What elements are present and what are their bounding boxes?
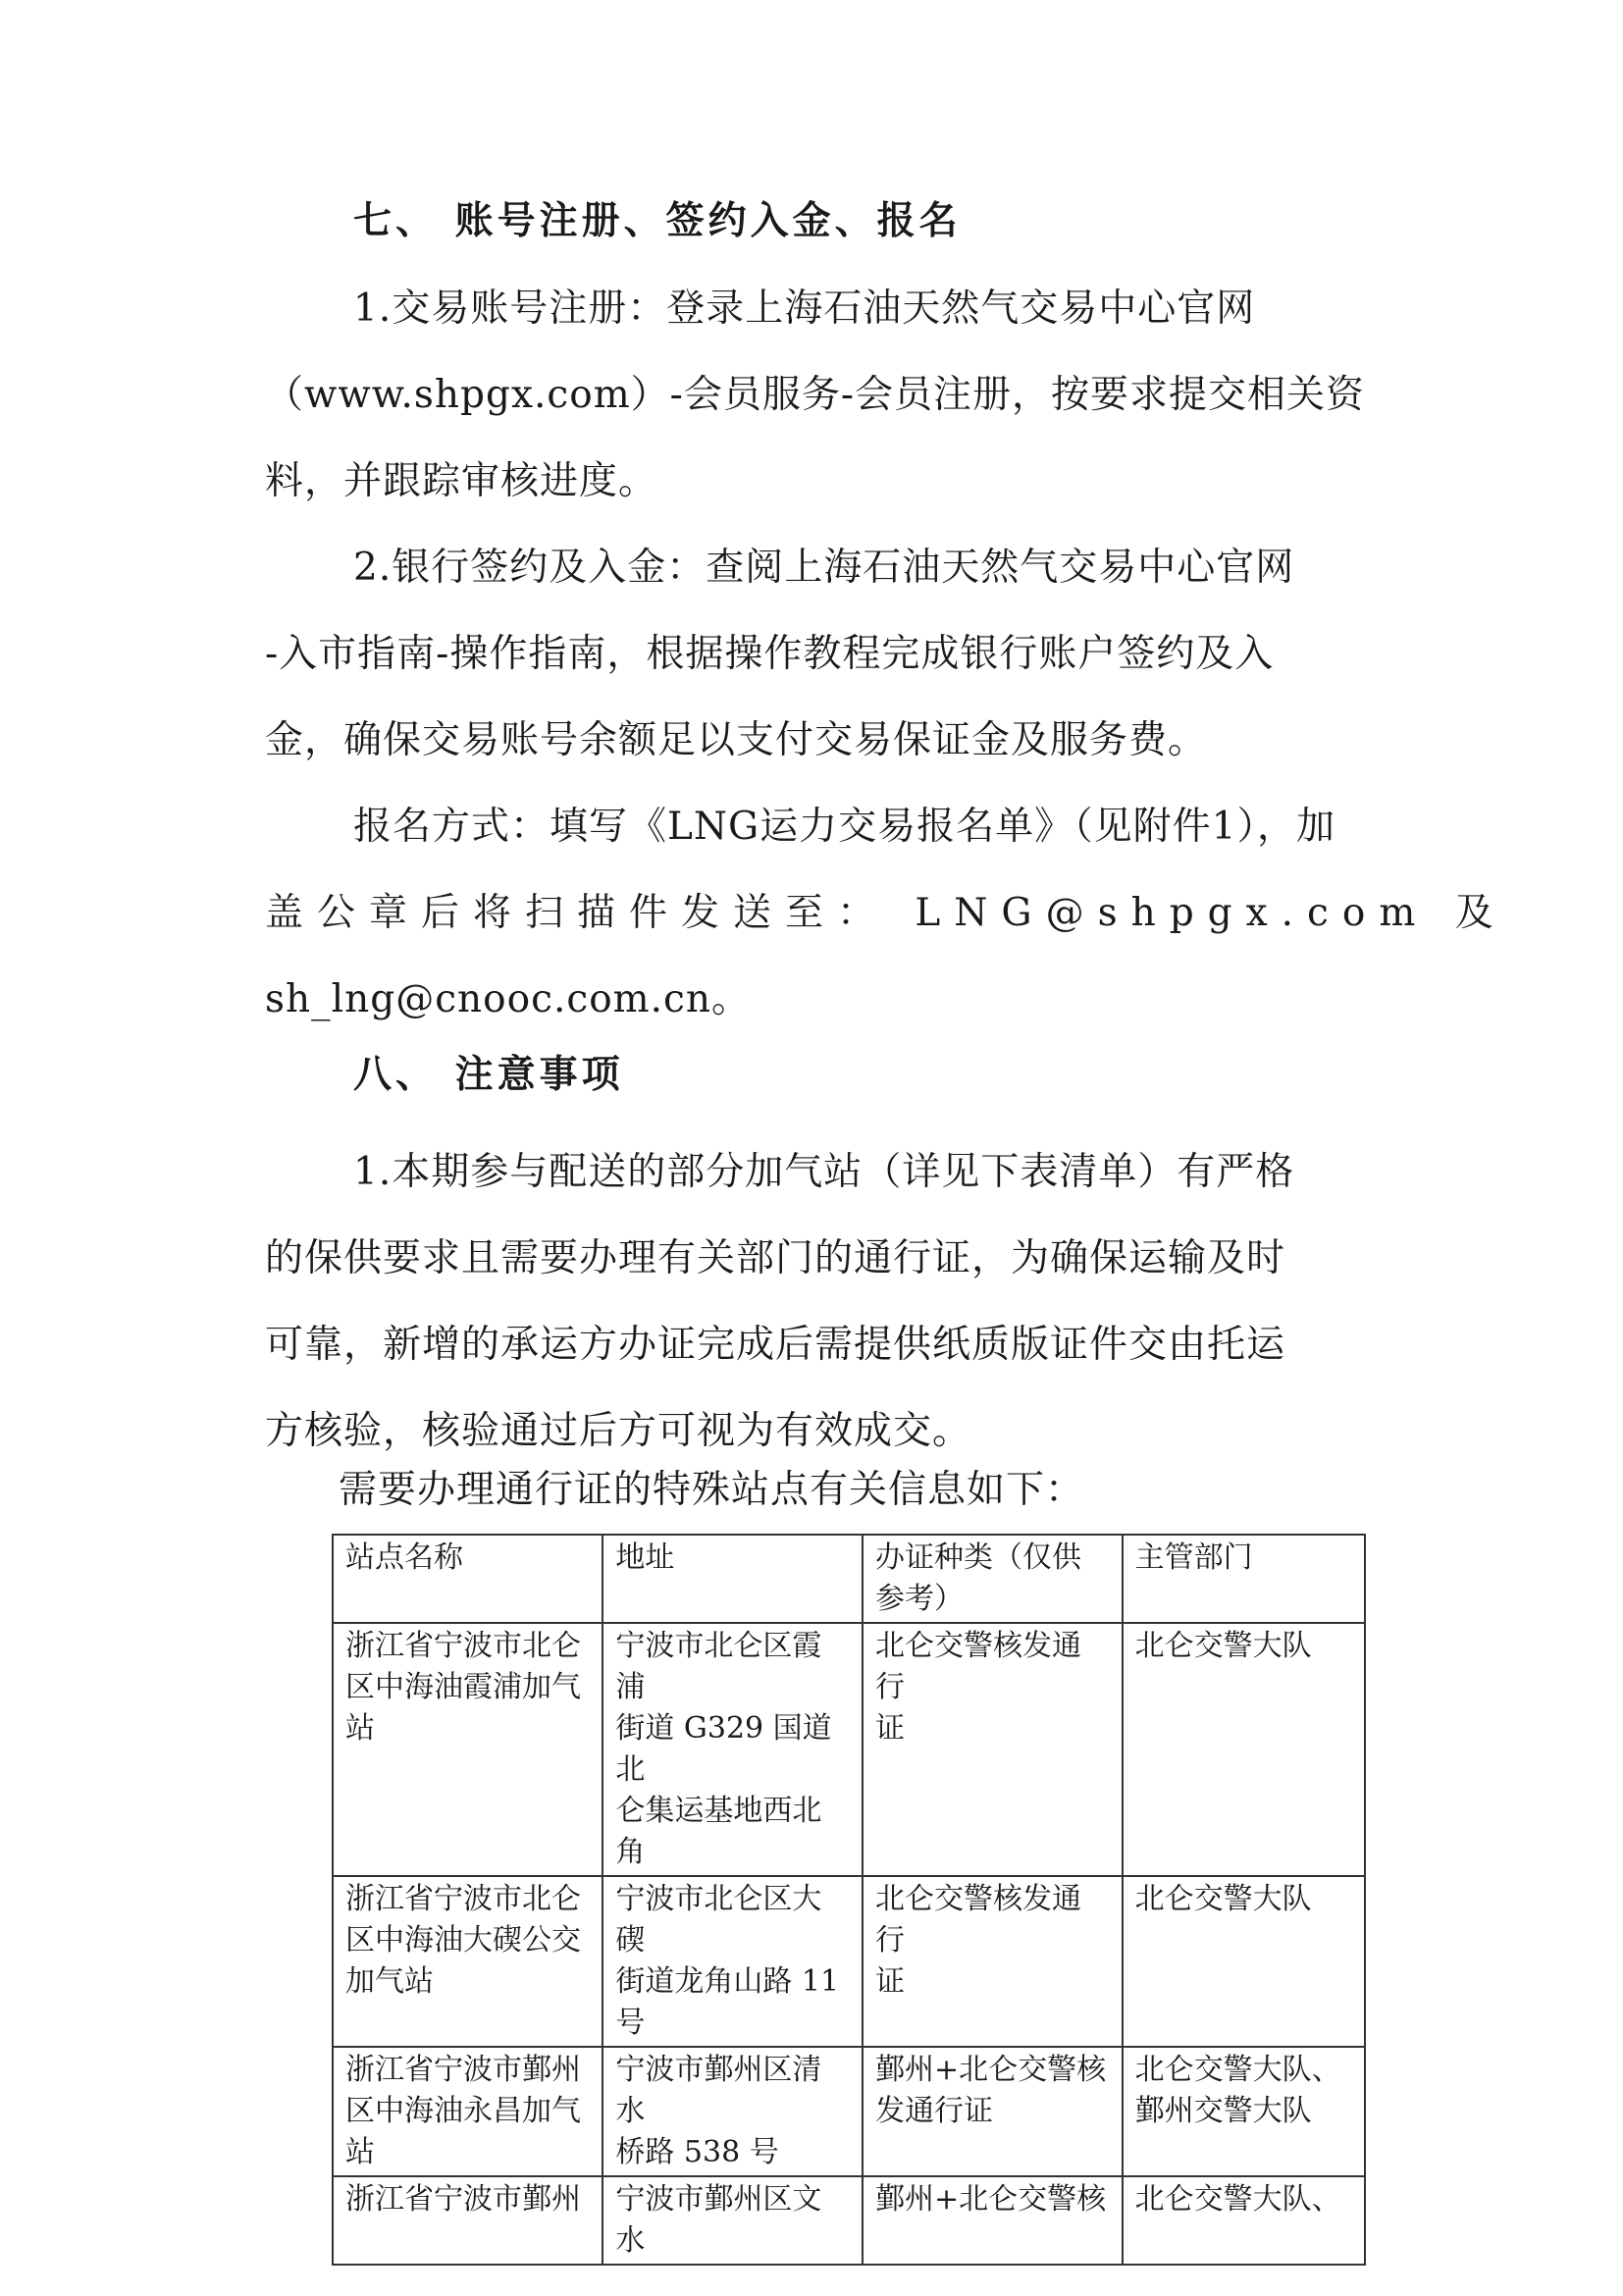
section-8-heading: 八、 注意事项 — [353, 1052, 624, 1097]
special-stations-table — [332, 1534, 1366, 2266]
header-permit-type: 办证种类（仅供 参考） — [863, 1535, 1123, 1623]
table-row — [333, 2176, 1365, 2265]
section-7-p2-line-1: 2.银行签约及入金：查阅上海石油天然气交易中心官网 — [353, 546, 1295, 590]
section-7-p3-line-1: 报名方式：填写《LNG运力交易报名单》（见附件1），加 — [353, 805, 1335, 849]
cell-address: 宁波市鄞州区清水 桥路 538 号 — [602, 2047, 863, 2176]
cell-permit-type: 北仑交警核发通行 证 — [863, 1623, 1123, 1876]
table-header-row — [333, 1535, 1365, 1623]
section-8-p1-line-1: 1.本期参与配送的部分加气站（详见下表清单）有严格 — [353, 1150, 1295, 1194]
table-row — [333, 2047, 1365, 2176]
cell-department: 北仑交警大队 — [1123, 1623, 1365, 1876]
cell-department: 北仑交警大队 — [1123, 1876, 1365, 2047]
section-8-p1-line-4: 方核验，核验通过后方可视为有效成交。 — [265, 1409, 972, 1453]
section-7-p1-line-2: （www.shpgx.com）-会员服务-会员注册，按要求提交相关资 — [265, 373, 1366, 417]
header-station-name: 站点名称 — [333, 1535, 602, 1623]
section-8-p1-line-2: 的保供要求且需要办理有关部门的通行证，为确保运输及时 — [265, 1236, 1286, 1280]
cell-address: 宁波市鄞州区文水 — [602, 2176, 863, 2265]
table-row — [333, 1876, 1365, 2047]
header-department: 主管部门 — [1123, 1535, 1365, 1623]
cell-station-name: 浙江省宁波市北仑 区中海油大碶公交 加气站 — [333, 1876, 602, 2047]
header-address: 地址 — [602, 1535, 863, 1623]
section-7-p3-line-2: 盖公章后将扫描件发送至： LNG@shpgx.com 及 — [265, 891, 1507, 935]
cell-station-name: 浙江省宁波市鄞州 — [333, 2176, 602, 2265]
table-row — [333, 1623, 1365, 1876]
section-7-p1-line-1: 1.交易账号注册：登录上海石油天然气交易中心官网 — [353, 287, 1256, 331]
cell-station-name: 浙江省宁波市北仑 区中海油霞浦加气 站 — [333, 1623, 602, 1876]
table-intro: 需要办理通行证的特殊站点有关信息如下： — [339, 1468, 1085, 1512]
cell-station-name: 浙江省宁波市鄞州 区中海油永昌加气 站 — [333, 2047, 602, 2176]
cell-permit-type: 鄞州+北仑交警核 — [863, 2176, 1123, 2265]
cell-address: 宁波市北仑区大碶 街道龙角山路 11 号 — [602, 1876, 863, 2047]
section-7-heading: 七、 账号注册、签约入金、报名 — [353, 198, 962, 243]
section-7-p3-line-3: sh_lng@cnooc.com.cn。 — [265, 977, 752, 1021]
cell-permit-type: 鄞州+北仑交警核 发通行证 — [863, 2047, 1123, 2176]
section-7-p1-line-3: 料，并跟踪审核进度。 — [265, 459, 658, 503]
section-7-p2-line-3: 金，确保交易账号余额足以支付交易保证金及服务费。 — [265, 718, 1208, 762]
cell-department: 北仑交警大队、 鄞州交警大队 — [1123, 2047, 1365, 2176]
cell-permit-type: 北仑交警核发通行 证 — [863, 1876, 1123, 2047]
section-8-p1-line-3: 可靠，新增的承运方办证完成后需提供纸质版证件交由托运 — [265, 1323, 1286, 1367]
section-7-p2-line-2: -入市指南-操作指南，根据操作教程完成银行账户签约及入 — [265, 632, 1275, 676]
cell-department: 北仑交警大队、 — [1123, 2176, 1365, 2265]
cell-address: 宁波市北仑区霞浦 街道 G329 国道北 仑集运基地西北角 — [602, 1623, 863, 1876]
